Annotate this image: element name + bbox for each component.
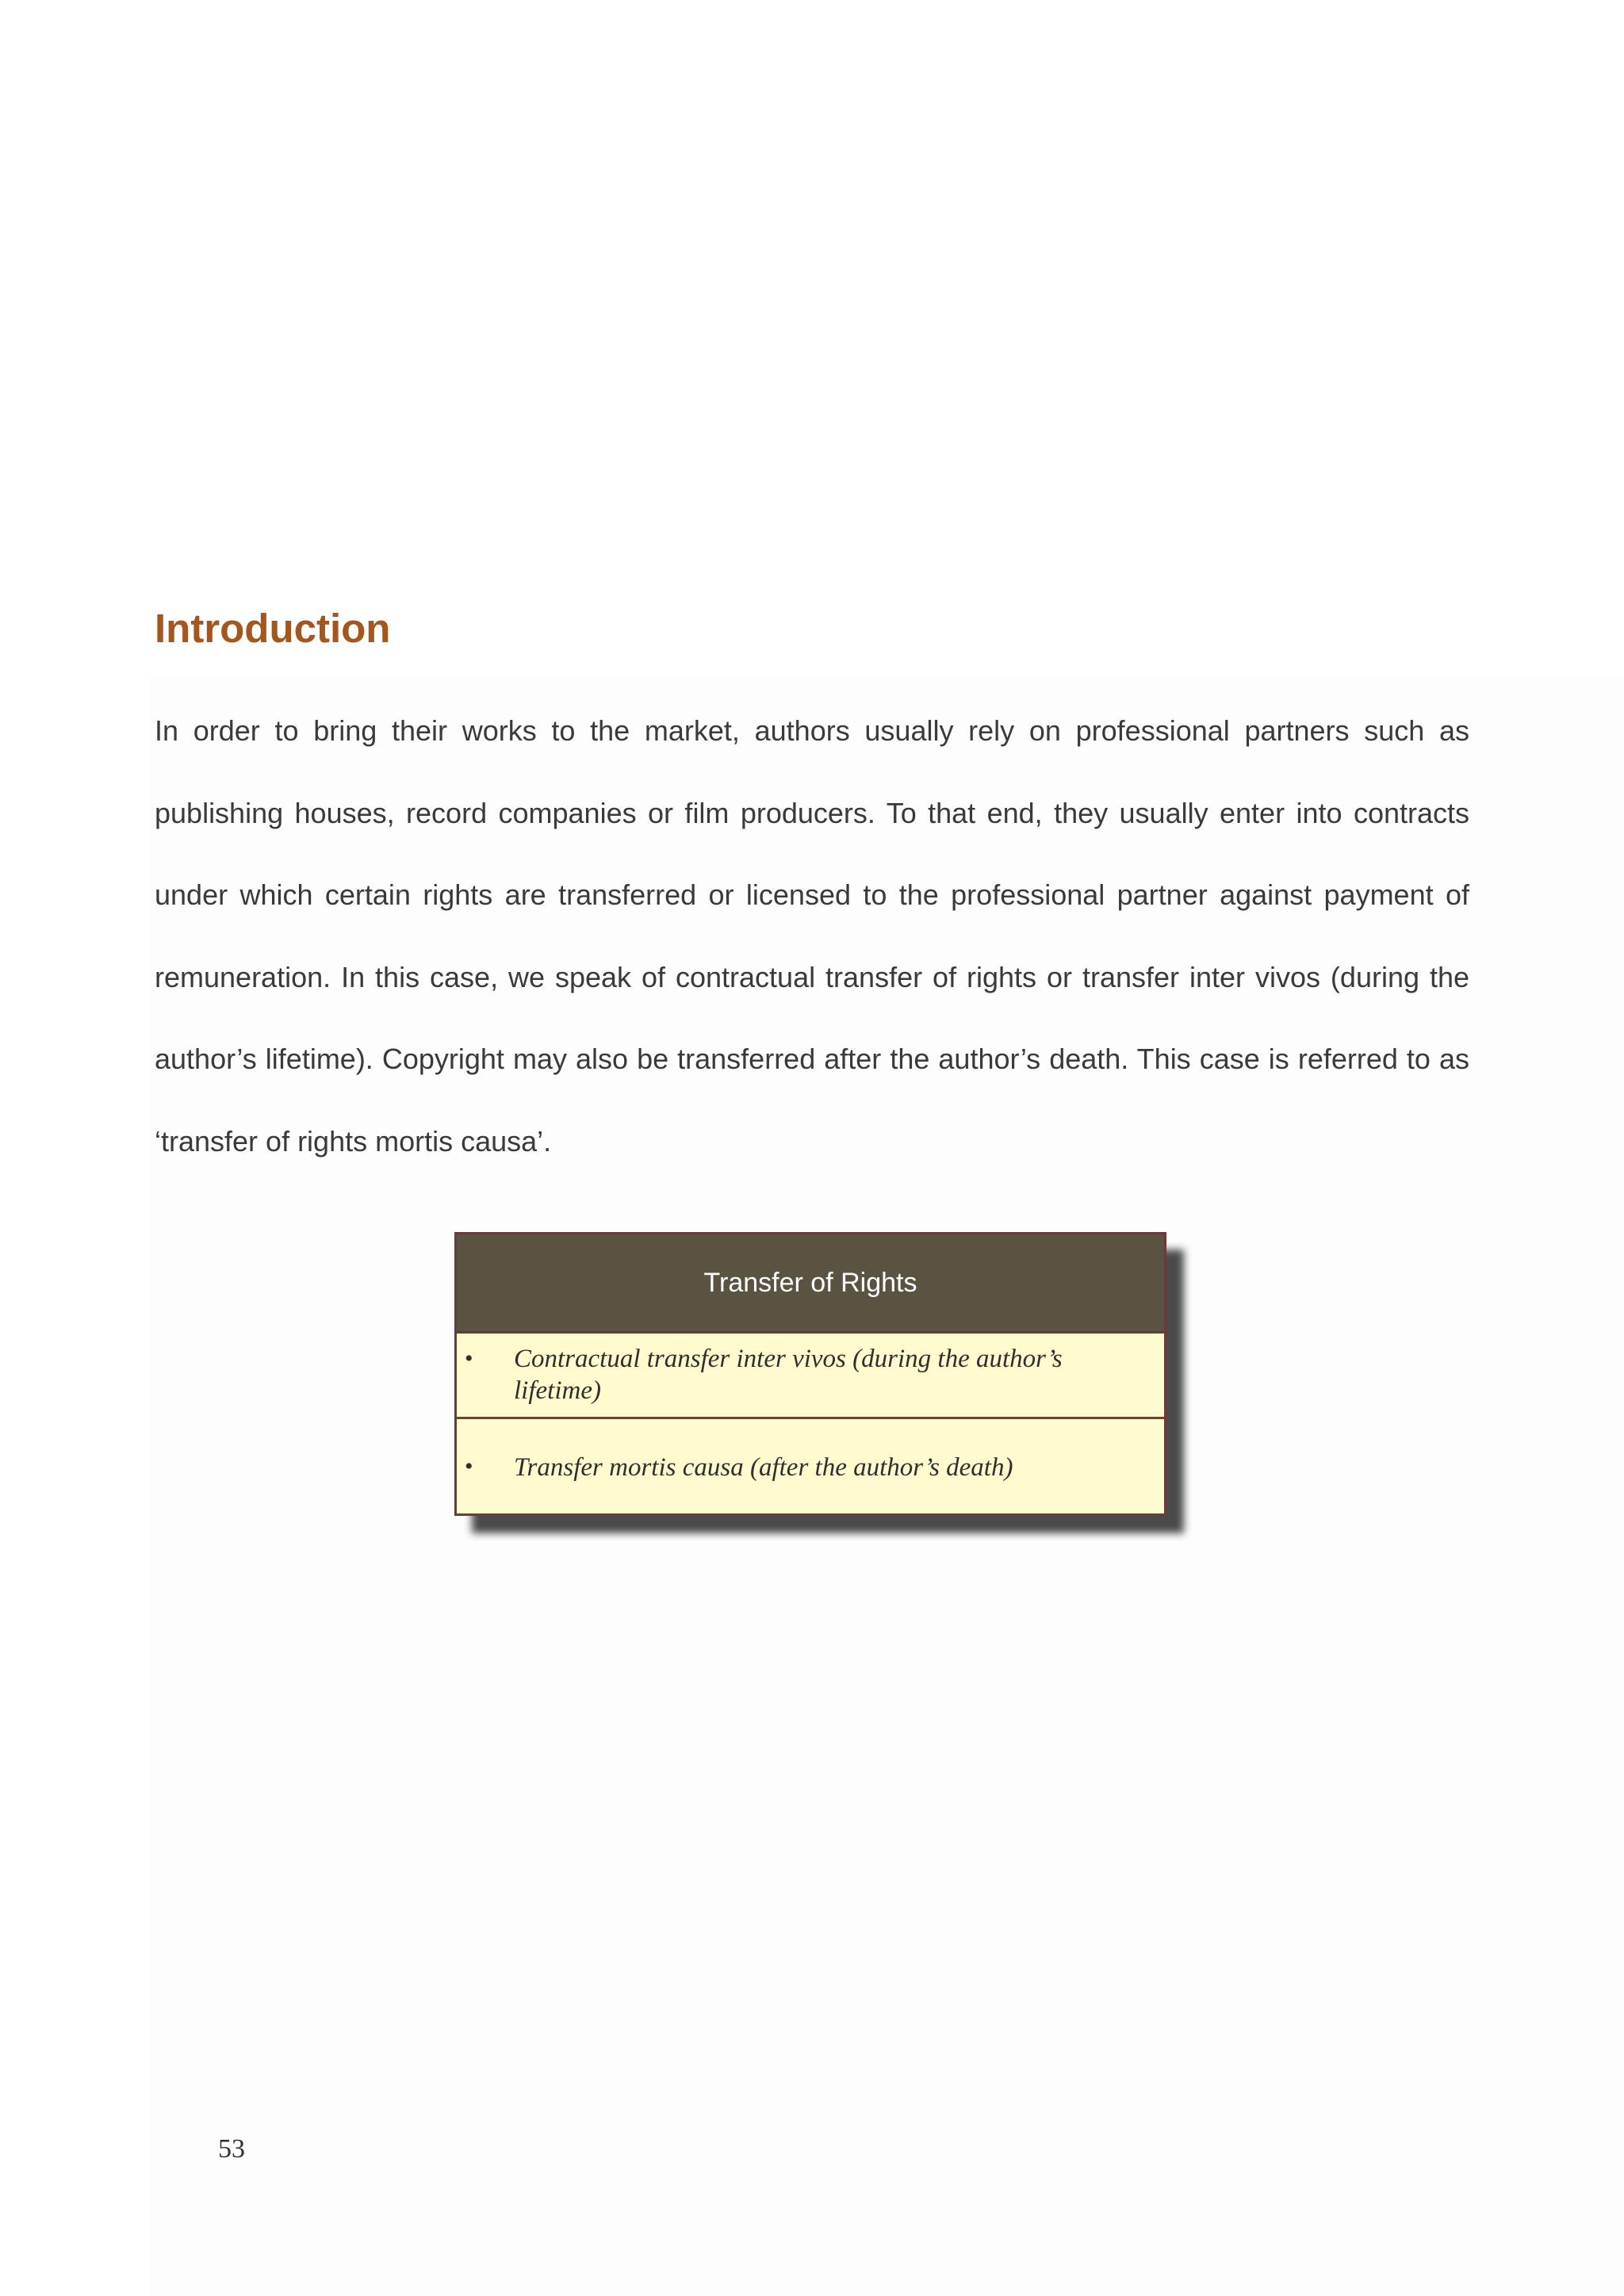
box-frame bbox=[454, 1232, 1166, 1516]
bullet-icon: • bbox=[465, 1453, 473, 1479]
box-list-item bbox=[457, 1419, 1164, 1516]
box-list-item bbox=[457, 1334, 1164, 1419]
transfer-of-rights-box bbox=[454, 1232, 1166, 1516]
page-number: 53 bbox=[218, 2134, 245, 2164]
intro-paragraph: In order to bring their works to the market, authors usually rely on professional partners such as publishing houses, record companies or film producers. To that end, they usually enter into contracts under which certain rights are transferred or licensed to the professional partner against payment of remuneration. In this case, we speak of contractual transfer of rights or transfer inter vivos (during the author’s lifetime). Copyright may also be transferred after the author’s death. This case is referred to as ‘transfer of rights mortis causa’. bbox=[155, 714, 1469, 1158]
section-heading: Introduction bbox=[155, 606, 391, 651]
box-item-text: Contractual transfer inter vivos (during the author’s lifetime) bbox=[514, 1345, 1063, 1405]
box-item-text: Transfer mortis causa (after the author’s death) bbox=[514, 1453, 1013, 1482]
bullet-icon: • bbox=[465, 1345, 473, 1372]
box-title: Transfer of Rights bbox=[457, 1234, 1164, 1334]
